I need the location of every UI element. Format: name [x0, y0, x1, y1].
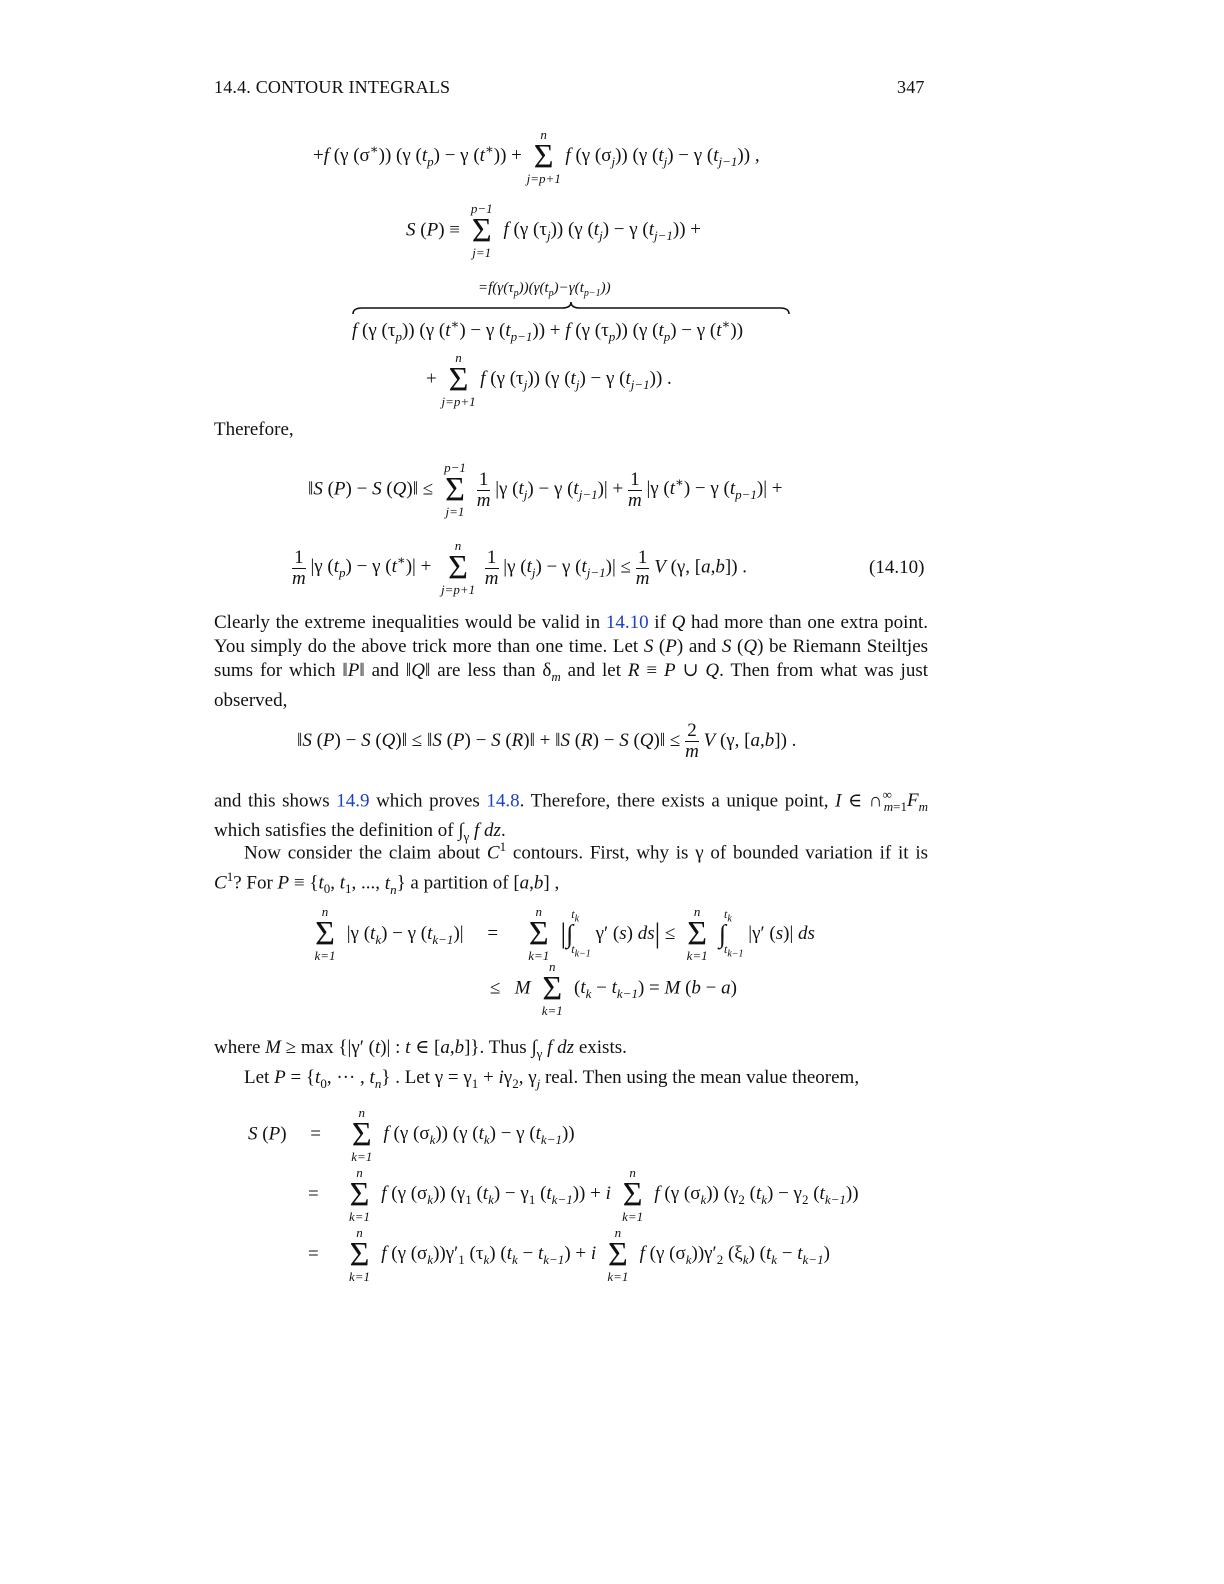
overbrace-label: $=f(\gamma(\tau_p))(\gamma(t_p)-\gamma(t_{p-1}))$ — [478, 280, 611, 299]
equation-line-9b: = n Σ k=1 f (γ $(\sigma_k)$) ($\gamma_1$ $(t_k) - \gamma_1$ $(t_{k-1})) + i$ n Σ k=1 f (γ $(\sigma_k)$) ($\gamma_2$ $(t_k) - \gamma_2$ $(t_{k-1})$) — [308, 1165, 859, 1224]
equation-line-1: +f (γ (σ∗)) (γ $(t_p) - \gamma$ (t∗)) + n Σ j=p+1 f (γ $(\sigma_j)$) (γ $(t_j) - \gamma$ $(t_{j-1})$) , — [313, 127, 760, 186]
section-title: 14.4. CONTOUR INTEGRALS — [214, 77, 451, 97]
equation-line-9c: = n Σ k=1 f (γ $(\sigma_k))\gamma'_1$ $(\tau_k) (t_k - t_{k-1}) + i$ n Σ k=1 f (γ $(\sigma_k))\gamma'_2$ $(\xi_k) (t_k - t_{k-1})$ — [308, 1225, 830, 1284]
equation-line-4: + n Σ j=p+1 f (γ $(\tau_j)$) (γ $(t_j) - \gamma$ $(t_{j-1})$) . — [426, 350, 672, 409]
paragraph-3 — [214, 835, 928, 901]
ref-14-10-link[interactable]: 14.10 — [605, 612, 649, 633]
equation-line-7: ‖S (P) − S (Q)‖ ≤ ‖S (P) − S (R)‖ + ‖S (R) − S (Q)‖ ≤ $\frac{2}{m}$ V (γ, [a,b]) . — [297, 720, 797, 762]
equation-line-8b: ≤ M n Σ k=1 $(t_k - t_{k-1}) = M$ (b − a) — [490, 959, 737, 1018]
paragraph-1-line-1: Clearly the extreme inequalities would be valid in 14.10 if Q had more than one extra point. — [214, 612, 928, 633]
paragraph-4 — [214, 1036, 928, 1096]
paragraph-2-line-1: and this shows 14.9 which proves 14.8. Therefore, there exists a unique point, I ∈ $\cap^\infty_{m=1}F_m$ — [214, 787, 928, 815]
paragraph-1-line-4: observed, — [214, 689, 288, 711]
equation-line-6: $\frac{1}{m}$ |γ $(t_p) - \gamma$ (t∗)| + n Σ j=p+1 $\frac{1}{m}$ |γ $(t_j) - \gamma$ $(t_{j-1})|$ ≤ $\frac{1}{m}$ V (γ, [a,b]) . — [292, 538, 748, 597]
running-header — [214, 77, 450, 98]
equation-number: (14.10) — [869, 557, 925, 578]
paragraph-2-line-2: which satisfies the definition of $\int_\gamma$ f dz. — [214, 820, 506, 844]
ref-14-9-link[interactable]: 14.9 — [336, 790, 370, 812]
page-number: 347 — [897, 77, 925, 97]
equation-line-2: S (P) ≡ p−1 Σ j=1 f (γ $(\tau_j)$) (γ $(t_j) - \gamma$ $(t_{j-1})$) + — [406, 201, 702, 260]
paragraph-3-line-1: Now consider the claim about $C^1$ contours. First, why is γ of bounded variation if it is — [244, 839, 929, 864]
paragraph-1-line-2: You simply do the above trick more than one time. Let S (P) and S (Q) be Riemann Steiltjes — [214, 636, 929, 657]
paragraph-4-line-2: Let $P = \{t_0$, ··· , $t_n$} . Let $\gamma = \gamma_1 + i\gamma_2$, $\gamma_j$ real. Then using the mean value theorem, — [244, 1066, 860, 1091]
equation-line-9a: S (P) = n Σ k=1 f (γ $(\sigma_k)$) (γ $(t_k) - \gamma$ $(t_{k-1})$) — [248, 1105, 575, 1164]
equation-line-3: f (γ $(\tau_p)$) (γ (t∗) − γ $(t_{p-1})) + f$ (γ $(\tau_p)$) (γ $(t_p) - \gamma$ (t∗)) — [352, 317, 744, 345]
equation-line-5: ‖S (P) − S (Q)‖ ≤ p−1 Σ j=1 $\frac{1}{m}$ |γ $(t_j) - \gamma$ $(t_{j-1})|$ + $\frac{1}{m}$ |γ (t∗) − γ $(t_{p-1})|$ + — [308, 460, 783, 519]
ref-14-8-link[interactable]: 14.8 — [486, 790, 520, 812]
paragraph-4-line-1: where M ≥ max {|γ′ (t)| : t ∈ [a,b]}. Thus $\int_\gamma$ f dz exists. — [214, 1037, 627, 1061]
paragraph-1-line-3: sums for which ‖P‖ and ‖Q‖ are less than $\delta_m$ and let R ≡ P ∪ Q. Then from what was just — [214, 660, 929, 684]
equation-line-8a: n Σ k=1 |γ $(t_k) - \gamma$ $(t_{k-1})|$ = n Σ k=1 |∫ $t_k$ $t_{k-1}$ γ′ (s) ds| ≤ n Σ k=1 ∫ $t_k$ $t_{k-1}$ |γ′ (s)| ds — [314, 904, 815, 964]
paragraph-1 — [214, 611, 928, 713]
paragraph-3-line-2: $C^1$? For $P \equiv \{t_0$, $t_1$, ..., $t_n$} a partition of [a,b] , — [214, 869, 560, 897]
therefore-text: Therefore, — [214, 419, 294, 440]
